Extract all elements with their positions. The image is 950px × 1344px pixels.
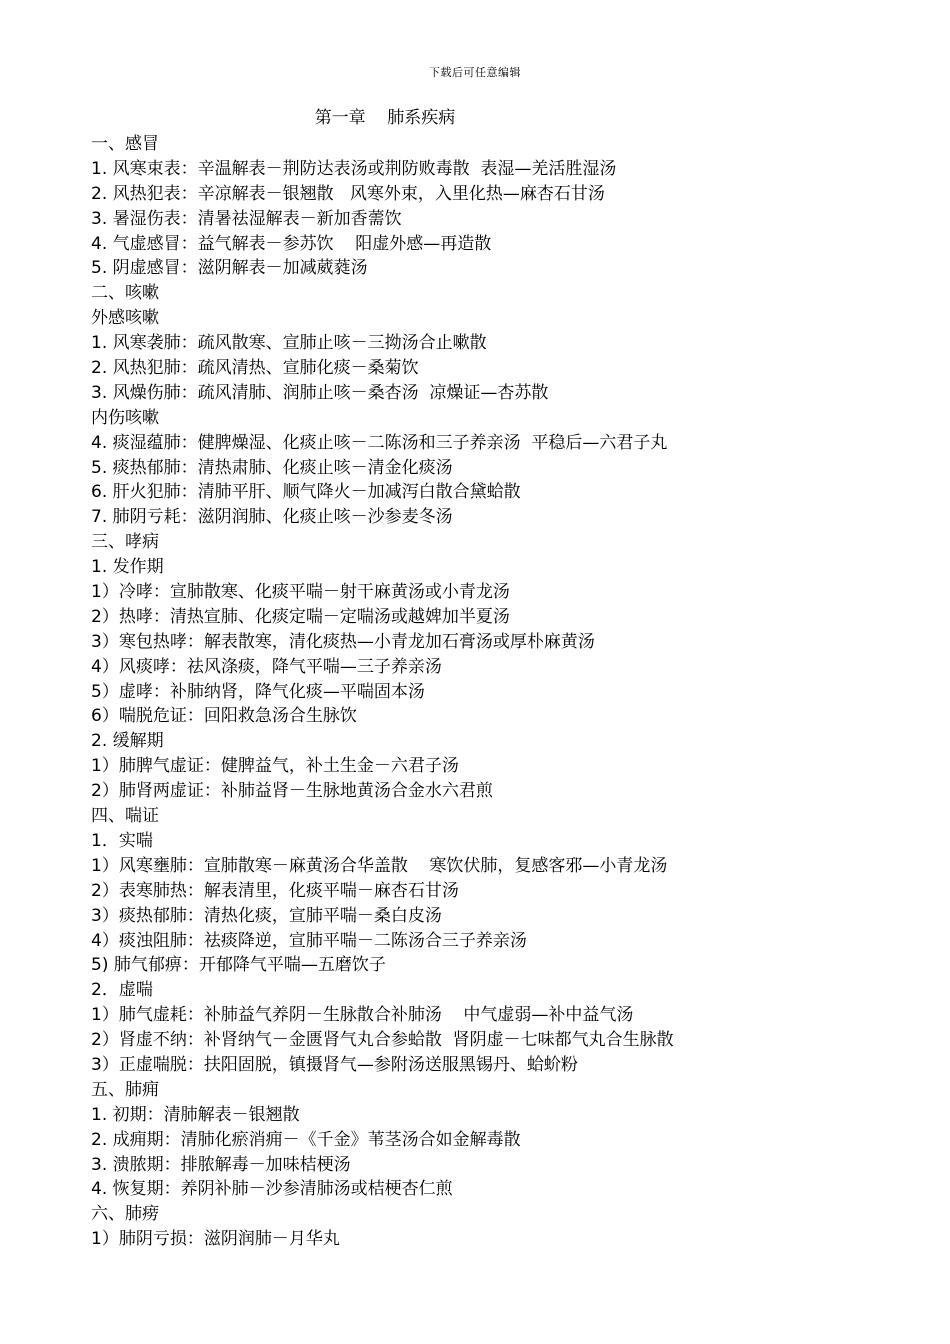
text-line: 6. 肝火犯肺：清肺平肝、顺气降火－加减泻白散合黛蛤散: [91, 482, 521, 503]
text-line: 5）虚哮：补肺纳肾，降气化痰—平喘固本汤: [91, 681, 425, 702]
text-line: 5. 阴虚感冒：滋阴解表－加减葳蕤汤: [91, 258, 368, 279]
text-line: 六、肺痨: [91, 1204, 159, 1225]
text-line: 1）风寒壅肺：宣肺散寒－麻黄汤合华盖散 寒饮伏肺，复感客邪—小青龙汤: [91, 855, 668, 876]
text-line: 7. 肺阴亏耗：滋阴润肺、化痰止咳－沙参麦冬汤: [91, 507, 453, 528]
text-line: 1）肺阴亏损：滋阴润肺－月华丸: [91, 1229, 340, 1250]
text-line: 1. 风寒袭肺：疏风散寒、宣肺止咳－三拗汤合止嗽散: [91, 333, 487, 354]
text-line: 1）肺气虚耗：补肺益气养阴－生脉散合补肺汤 中气虚弱—补中益气汤: [91, 1005, 634, 1026]
text-line: 3. 溃脓期：排脓解毒－加味桔梗汤: [91, 1154, 351, 1175]
text-line: 二、咳嗽: [91, 283, 159, 304]
text-line: 3）正虚喘脱：扶阳固脱，镇摄肾气—参附汤送服黑锡丹、蛤蚧粉: [91, 1054, 578, 1075]
text-line: 2）肾虚不纳：补肾纳气－金匮肾气丸合参蛤散 肾阴虚－七味都气丸合生脉散: [91, 1030, 674, 1051]
text-line: 2. 成痈期：清肺化瘀消痈－《千金》苇茎汤合如金解毒散: [91, 1129, 521, 1150]
text-line: 4）风痰哮：祛风涤痰，降气平喘—三子养亲汤: [91, 656, 442, 677]
text-line: 3）寒包热哮：解表散寒，清化痰热—小青龙加石膏汤或厚朴麻黄汤: [91, 631, 595, 652]
text-line: 4）痰浊阻肺：祛痰降逆，宣肺平喘－二陈汤合三子养亲汤: [91, 930, 527, 951]
text-line: 3. 风燥伤肺：疏风清肺、润肺止咳－桑杏汤 凉燥证—杏苏散: [91, 382, 549, 403]
text-line: 4. 气虚感冒：益气解表－参苏饮 阳虚外感—再造散: [91, 233, 492, 254]
text-line: 2）肺肾两虚证：补肺益肾－生脉地黄汤合金水六君煎: [91, 781, 493, 802]
text-line: 5) 肺气郁痹：开郁降气平喘—五磨饮子: [91, 955, 386, 976]
text-line: 1．实喘: [91, 830, 153, 851]
text-line: 6）喘脱危证：回阳救急汤合生脉饮: [91, 706, 357, 727]
text-line: 1. 初期：清肺解表－银翘散: [91, 1104, 300, 1125]
chapter-title: 第一章 肺系疾病: [314, 108, 456, 128]
text-line: 1）冷哮：宣肺散寒、化痰平喘－射干麻黄汤或小青龙汤: [91, 582, 510, 603]
text-line: 1. 风寒束表：辛温解表－荆防达表汤或荆防败毒散 表湿—羌活胜湿汤: [91, 158, 617, 179]
text-line: 1）肺脾气虚证：健脾益气，补土生金－六君子汤: [91, 756, 459, 777]
text-line: 五、肺痈: [91, 1079, 159, 1100]
text-line: 2）表寒肺热：解表清里，化痰平喘－麻杏石甘汤: [91, 880, 459, 901]
text-line: 三、哮病: [91, 532, 159, 553]
header-note: 下载后可任意编辑: [429, 66, 521, 79]
text-line: 2. 缓解期: [91, 731, 164, 752]
text-line: 5. 痰热郁肺：清热肃肺、化痰止咳－清金化痰汤: [91, 457, 453, 478]
text-line: 4. 恢复期：养阴补肺－沙参清肺汤或桔梗杏仁煎: [91, 1179, 453, 1200]
text-line: 2. 风热犯表：辛凉解表－银翘散 风寒外束，入里化热—麻杏石甘汤: [91, 183, 605, 204]
text-line: 2. 风热犯肺：疏风清热、宣肺化痰－桑菊饮: [91, 358, 419, 379]
text-line: 一、感冒: [91, 134, 159, 154]
text-line: 外感咳嗽: [91, 308, 159, 329]
text-line: 3）痰热郁肺：清热化痰，宣肺平喘－桑白皮汤: [91, 905, 442, 926]
text-line: 内伤咳嗽: [91, 407, 159, 428]
text-line: 四、喘证: [91, 806, 159, 827]
text-line: 2）热哮：清热宣肺、化痰定喘－定喘汤或越婢加半夏汤: [91, 606, 510, 627]
text-line: 2．虚喘: [91, 980, 153, 1001]
text-line: 1. 发作期: [91, 557, 164, 578]
text-line: 4. 痰湿蕴肺：健脾燥湿、化痰止咳－二陈汤和三子养亲汤 平稳后—六君子丸: [91, 432, 668, 453]
content-lines: [91, 132, 911, 1252]
text-line: 3. 暑湿伤表：清暑祛湿解表－新加香薷饮: [91, 208, 402, 229]
